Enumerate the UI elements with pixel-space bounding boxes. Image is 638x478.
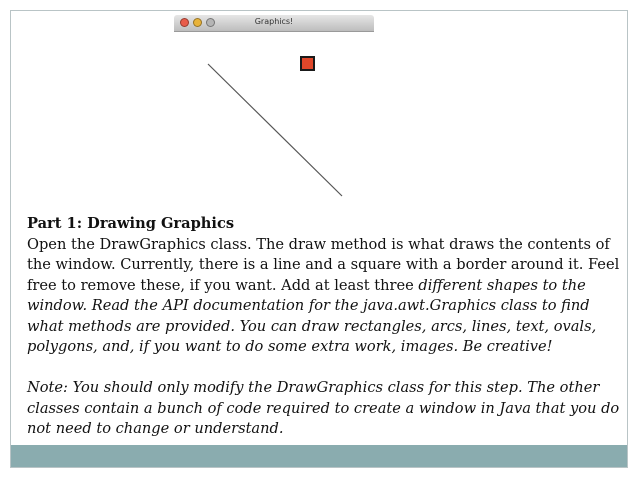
slide xyxy=(10,10,628,468)
window-titlebar[interactable] xyxy=(174,15,374,32)
drawing-canvas xyxy=(174,32,374,205)
paragraph-italic-text: different shapes to the window. Read the API documentation for the java.awt.Graphics class to find what methods are provided. You can draw rectangles, arcs, lines, text, ovals, polygons, and, if you want to do some extra work, images. Be creative! xyxy=(27,276,597,355)
paragraph-spacer xyxy=(27,358,621,379)
graphics-window xyxy=(174,15,374,205)
note-paragraph: Note: You should only modify the DrawGraphics class for this step. The other classes contain a bunch of code required to create a window in Java that you do not need to change or understand. xyxy=(27,379,620,437)
footer-bar xyxy=(11,445,627,467)
window-title: Graphics! xyxy=(254,17,294,26)
drawn-line xyxy=(208,64,342,196)
instructions-paragraph xyxy=(27,235,621,358)
paragraph-regular-text: Open the DrawGraphics class. The draw method is what draws the contents of the window. Currently, there is a line and a square with a border around it. Feel free to remove these, if you want. Add at least three xyxy=(27,235,620,294)
section-heading: Part 1: Drawing Graphics xyxy=(27,215,235,232)
instructions-text xyxy=(27,214,621,440)
drawn-square xyxy=(301,57,314,70)
